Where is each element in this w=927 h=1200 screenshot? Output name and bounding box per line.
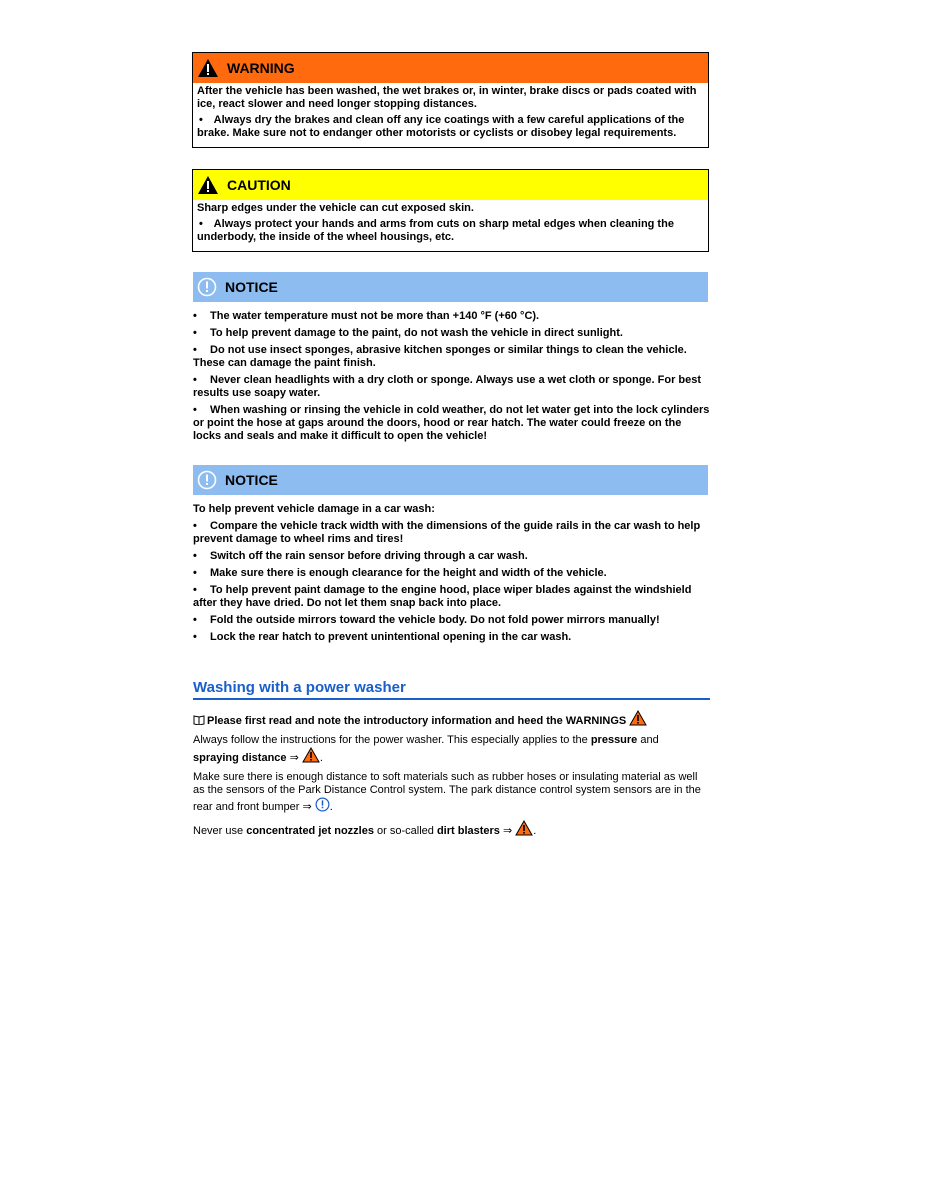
notice-item: • Fold the outside mirrors toward the vehicle body. Do not fold power mirrors manually! [193, 614, 660, 626]
caution-header [193, 170, 708, 200]
section-text [193, 710, 710, 844]
notice-item: • Never clean headlights with a dry cloth or sponge. Always use a wet cloth or sponge. For best results use soapy water. [193, 374, 702, 399]
warning-triangle-icon[interactable] [629, 710, 647, 726]
caution-intro: Sharp edges under the vehicle can cut exposed skin. [197, 202, 474, 214]
notice-item: • Lock the rear hatch to prevent unintentional opening in the car wash. [193, 631, 572, 643]
notice-item: • To help prevent damage to the paint, do not wash the vehicle in direct sunlight. [193, 327, 623, 339]
paragraph-distance: Make sure there is enough distance to soft materials such as rubber hoses or insulating material as well as the sensors of the Park Distance Control system. The park distance control system sensors are in the rear and front bumper ⇒ . [193, 771, 701, 813]
warning-triangle-icon [197, 175, 219, 195]
warning-intro: After the vehicle has been washed, the wet brakes or, in winter, brake discs or pads coated with ice, react slower and need longer stopping distances. [197, 85, 697, 110]
notice-body [193, 310, 710, 447]
book-icon [193, 715, 205, 725]
warning-box [192, 52, 709, 148]
notice-title: NOTICE [225, 472, 278, 488]
notice-exclamation-circle-icon [197, 470, 217, 490]
warning-body [193, 83, 708, 147]
warning-item: • Always dry the brakes and clean off any ice coatings with a few careful applications of the brake. Make sure not to endanger other motorists or cyclists or disobey legal requirements. [197, 114, 685, 139]
notice-intro: To help prevent vehicle damage in a car wash: [193, 503, 435, 515]
caution-box [192, 169, 709, 252]
notice-exclamation-circle-icon [197, 277, 217, 297]
notice-item: • Make sure there is enough clearance for the height and width of the vehicle. [193, 567, 607, 579]
warning-triangle-icon[interactable] [302, 747, 320, 763]
notice-item: • When washing or rinsing the vehicle in cold weather, do not let water get into the lock cylinders or point the hose at gaps around the doors, hood or rear hatch. The water could freeze on the locks and seals and make it difficult to open the vehicle! [193, 404, 710, 442]
notice-body [193, 503, 710, 648]
warning-title: WARNING [227, 60, 295, 76]
notice-item: • Do not use insect sponges, abrasive kitchen sponges or similar things to clean the vehicle. These can damage the paint finish. [193, 344, 687, 369]
notice-item: • Compare the vehicle track width with the dimensions of the guide rails in the car wash to help prevent damage to wheel rims and tires! [193, 520, 701, 545]
notice-exclamation-circle-icon[interactable] [315, 797, 330, 812]
notice-item: • Switch off the rain sensor before driving through a car wash. [193, 550, 528, 562]
section-heading: Washing with a power washer [193, 679, 710, 700]
warning-header [193, 53, 708, 83]
notice-header [193, 272, 708, 302]
caution-item: • Always protect your hands and arms from cuts on sharp metal edges when cleaning the underbody, the inside of the wheel housings, etc. [197, 218, 674, 243]
notice-item: • The water temperature must not be more than +140 °F (+60 °C). [193, 310, 540, 322]
notice-title: NOTICE [225, 279, 278, 295]
notice-header [193, 465, 708, 495]
paragraph-nozzles: Never use concentrated jet nozzles or so-called dirt blasters ⇒ . [193, 820, 710, 838]
caution-body [193, 200, 708, 251]
caution-title: CAUTION [227, 177, 291, 193]
warning-triangle-icon [197, 58, 219, 78]
paragraph-pressure: Always follow the instructions for the power washer. This especially applies to the pressure and spraying distance ⇒ . [193, 734, 659, 764]
notice-item: • To help prevent paint damage to the engine hood, place wiper blades against the windshield after they have dried. Do not let them snap back into place. [193, 584, 692, 609]
read-note: Please first read and note the introductory information and heed the WARNINGS [193, 710, 710, 728]
warning-triangle-icon[interactable] [515, 820, 533, 836]
